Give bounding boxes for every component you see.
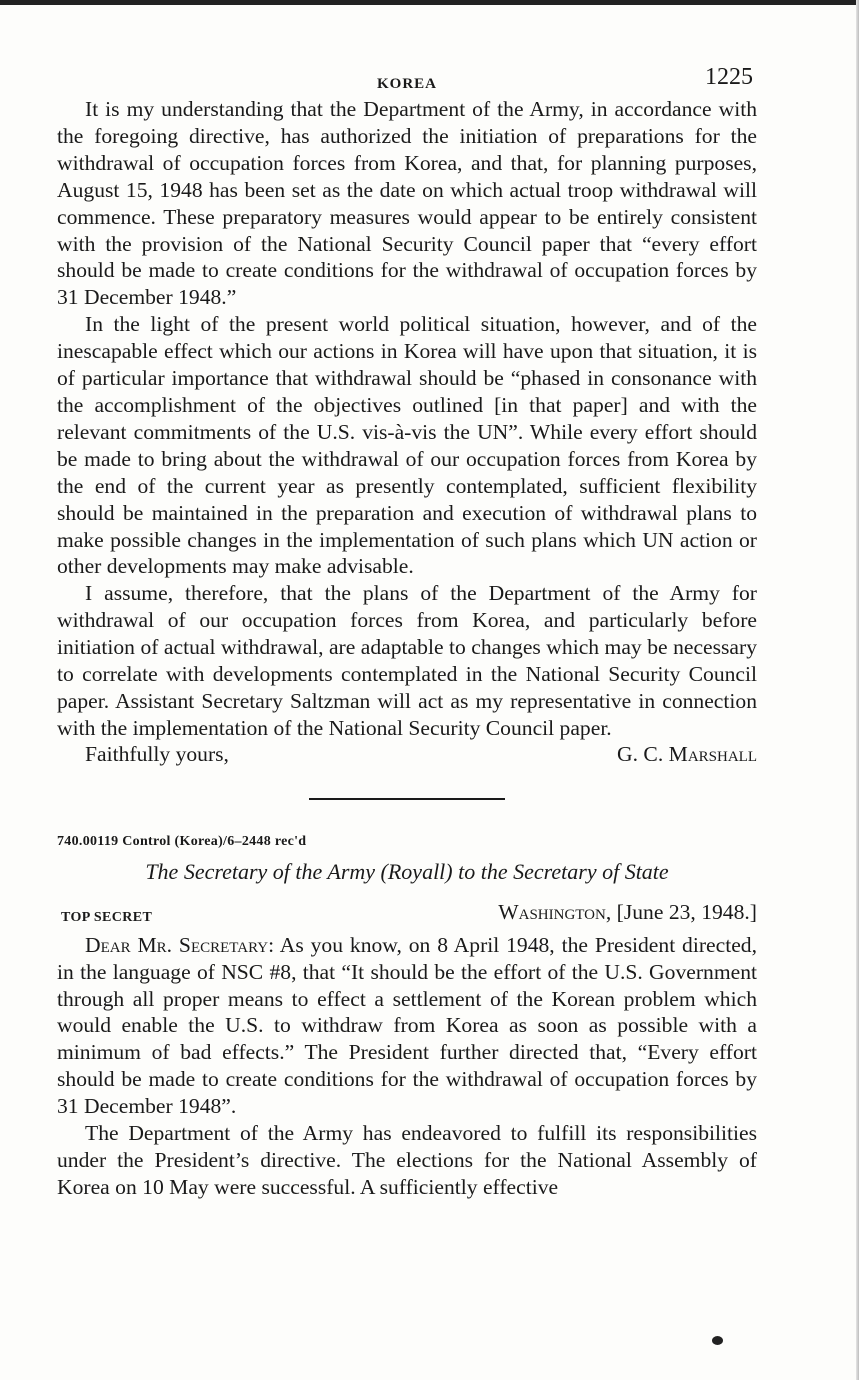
document-heading: The Secretary of the Army (Royall) to the Secretary of State [145,858,669,884]
paragraph-text: As you know, on 8 April 1948, the President directed, in the language of NSC #8, that “It should be the effort of the U.S. Government through all proper means to effect a settlement of the Korean problem which would enable the U.S. to withdraw from Korea as soon as possible with a minimum of bad effects.” The President further directed that, “Every effort should be made to create conditions for the withdrawal of occupation forces by 31 December 1948”. [57,932,757,1119]
body-paragraph: In the light of the present world political situation, however, and of the inescapable effect which our actions in Korea will have upon that situation, it is of particular importance that withdrawal should be “phased in consonance with the accomplishment of the objectives outlined [in that paper] and with the relevant commitments of the U.S. vis-à-vis the UN”. While every effort should be made to bring about the withdrawal of our occupation forces from Korea by the end of the current year as presently contemplated, sufficient flexibility should be maintained in the preparation and execution of withdrawal plans to make possible changes in the implementation of such plans which UN action or other developments may make advisable. [57,312,757,579]
dateline-date: [June 23, 1948.] [616,899,757,924]
dateline-place: Washington, [498,899,612,924]
signature: G. C. Marshall [617,741,757,766]
closing-row [57,742,757,772]
place-date-row [57,896,757,932]
body-paragraph: I assume, therefore, that the plans of the Department of the Army for withdrawal of our occupation forces from Korea, and particularly before initiation of actual withdrawal, are adaptable to changes which may be necessary to correlate with developments contemplated in the National Security Council paper. Assistant Secretary Saltzman will act as my representative in connection with the implementation of the National Security Council paper. [57,581,757,740]
complimentary-close: Faithfully yours, [85,741,229,766]
body-paragraph: It is my understanding that the Department of the Army, in accordance with the foregoing directive, has authorized the initiation of preparations for the withdrawal of occupation forces from Korea, and that, for planning purposes, August 15, 1948 has been set as the date on which actual troop withdrawal will commence. These preparatory measures would appear to be entirely consistent with the provision of the National Security Council paper that “every effort should be made to create conditions for the withdrawal of occupation forces by 31 December 1948.” [57,97,757,310]
classification-label: TOP SECRET [61,909,153,925]
running-title: KOREA [376,76,437,92]
letter-marshall [57,96,757,772]
body-paragraph: The Department of the Army has endeavored to fulfill its responsibilities under the President’s directive. The elections for the National Assembly of Korea on 10 May were successful. A sufficiently effective [57,1121,757,1199]
section-separator [309,798,505,800]
salutation: Dear Mr. Secretary: [85,932,275,957]
letter-royall [57,834,757,1201]
file-number: 740.00119 Control (Korea)/6–2448 rec'd [57,833,307,849]
page-number: 1225 [705,64,753,90]
dateline [498,900,757,925]
page-top-border [0,0,859,5]
running-head [57,60,757,96]
body-paragraph [57,932,757,1120]
ink-smudge [712,1336,723,1345]
document-page [57,60,757,1201]
